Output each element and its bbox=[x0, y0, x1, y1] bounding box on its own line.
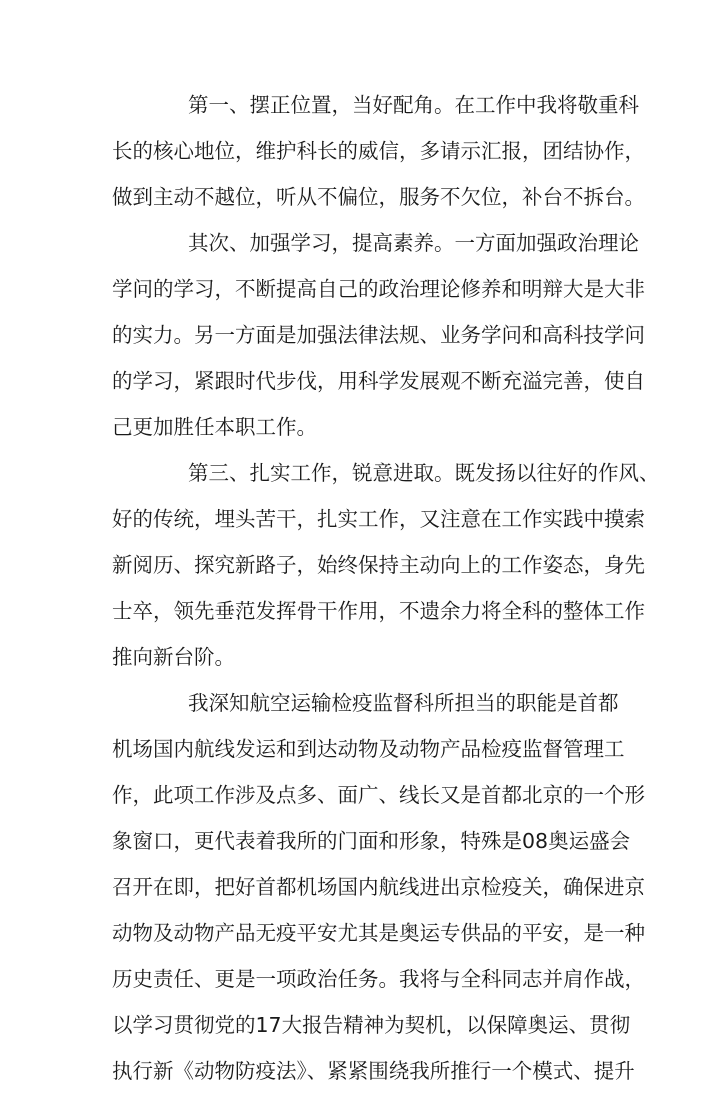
paragraph-3-line-2: 好的传统，埋头苦干，扎实工作，又注意在工作实践中摸索 bbox=[112, 507, 645, 531]
paragraph-4-line-6: 动物及动物产品无疫平安尤其是奥运专供品的平安，是一种 bbox=[112, 921, 645, 945]
paragraph-4-line-3: 作，此项工作涉及点多、面广、线长又是首都北京的一个形 bbox=[112, 783, 645, 807]
paragraph-2-line-1: 其次、加强学习，提高素养。一方面加强政治理论 bbox=[188, 231, 639, 255]
paragraph-1-line-1: 第一、摆正位置，当好配角。在工作中我将敬重科 bbox=[188, 93, 639, 117]
paragraph-4-line-7: 历史责任、更是一项政治任务。我将与全科同志并肩作战， bbox=[112, 967, 645, 991]
paragraph-4-line-1: 我深知航空运输检疫监督科所担当的职能是首都 bbox=[188, 691, 619, 715]
paragraph-2-line-5: 己更加胜任本职工作。 bbox=[112, 415, 317, 439]
paragraph-2-line-2: 学问的学习，不断提高自己的政治理论修养和明辩大是大非 bbox=[112, 277, 645, 301]
paragraph-4-line-5: 召开在即，把好首都机场国内航线进出京检疫关，确保进京 bbox=[112, 875, 645, 899]
paragraph-2-line-4: 的学习，紧跟时代步伐，用科学发展观不断充溢完善，使自 bbox=[112, 369, 645, 393]
paragraph-4-line-4: 象窗口，更代表着我所的门面和形象，特殊是08奥运盛会 bbox=[112, 829, 631, 853]
paragraph-3-line-1: 第三、扎实工作，锐意进取。既发扬以往好的作风、 bbox=[188, 461, 660, 485]
paragraph-1-line-3: 做到主动不越位，听从不偏位，服务不欠位，补台不拆台。 bbox=[112, 185, 645, 209]
paragraph-4-line-8: 以学习贯彻党的17大报告精神为契机，以保障奥运、贯彻 bbox=[112, 1013, 631, 1037]
paragraph-4-line-9: 执行新《动物防疫法》、紧紧围绕我所推行一个模式、提升 bbox=[112, 1059, 635, 1083]
paragraph-1-line-2: 长的核心地位，维护科长的威信，多请示汇报，团结协作， bbox=[112, 139, 645, 163]
paragraph-3-line-3: 新阅历、探究新路子，始终保持主动向上的工作姿态，身先 bbox=[112, 553, 645, 577]
document-body bbox=[112, 82, 660, 1094]
paragraph-3-line-4: 士卒，领先垂范发挥骨干作用，不遗余力将全科的整体工作 bbox=[112, 599, 645, 623]
paragraph-4-line-2: 机场国内航线发运和到达动物及动物产品检疫监督管理工 bbox=[112, 737, 625, 761]
paragraph-2-line-3: 的实力。另一方面是加强法律法规、业务学问和高科技学问 bbox=[112, 323, 645, 347]
paragraph-3-line-5: 推向新台阶。 bbox=[112, 645, 235, 669]
